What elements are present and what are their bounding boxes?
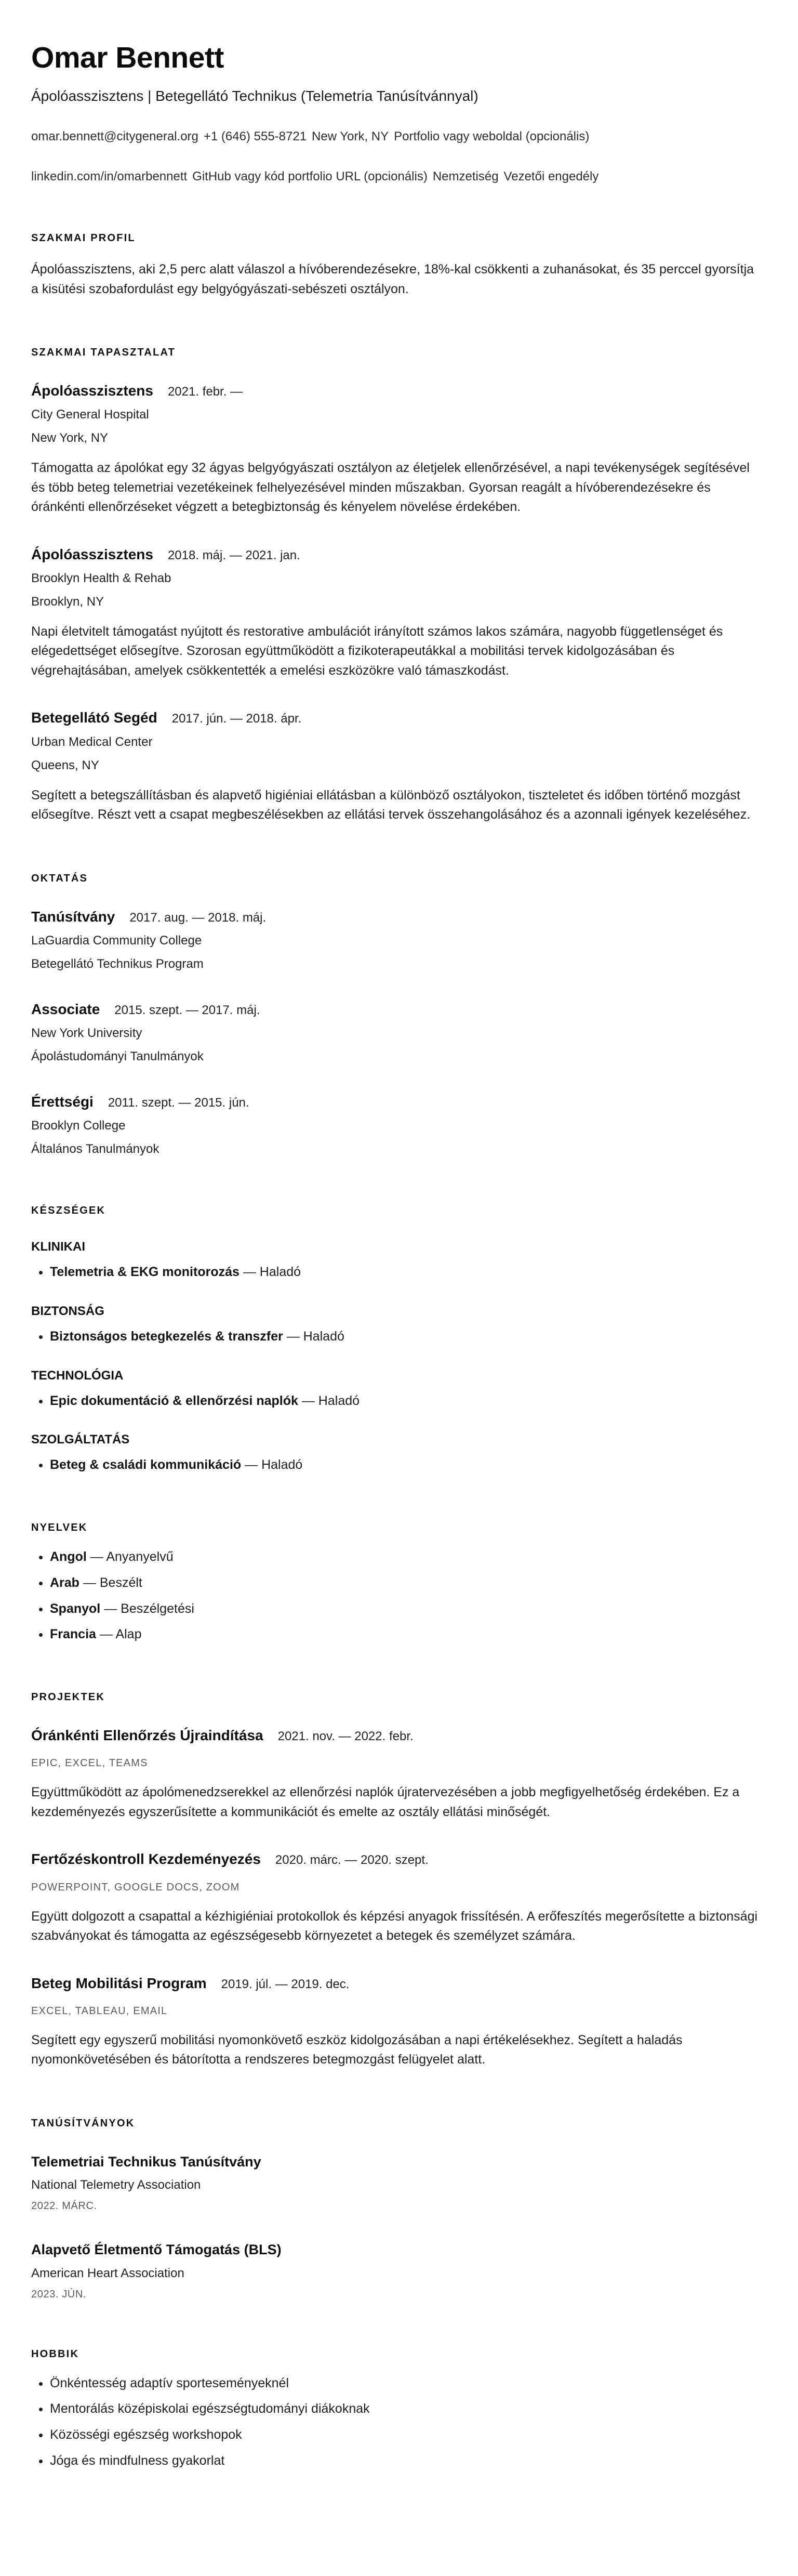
- project-title: Beteg Mobilitási Program: [31, 1975, 207, 1991]
- school-name: New York University: [31, 1026, 142, 1040]
- contact-linkedin: linkedin.com/in/omarbennett: [31, 169, 188, 183]
- certification-entry: [31, 2153, 764, 2212]
- field-of-study: Betegellátó Technikus Program: [31, 956, 204, 971]
- section-skills: [31, 1205, 764, 1474]
- education-header: [31, 1094, 764, 1110]
- degree-title: Associate: [31, 1001, 100, 1017]
- skill-category: TECHNOLÓGIA: [31, 1368, 124, 1383]
- language-name: Francia: [50, 1627, 96, 1642]
- project-dates: 2021. nov. — 2022. febr.: [277, 1729, 414, 1744]
- education-header: [31, 909, 764, 925]
- project-entry: [31, 1975, 764, 2070]
- job-title: Ápolóasszisztens: [31, 383, 153, 399]
- certification-entry: [31, 2241, 764, 2300]
- skill-item: [50, 1328, 764, 1346]
- language-item: [50, 1548, 764, 1566]
- section-heading-experience: SZAKMAI TAPASZTALAT: [31, 347, 176, 359]
- job-dates: 2018. máj. — 2021. jan.: [167, 548, 300, 562]
- degree-title: Tanúsítvány: [31, 908, 115, 925]
- job-company: Brooklyn Health & Rehab: [31, 571, 171, 585]
- section-certifications: [31, 2118, 764, 2301]
- field-of-study: Ápolástudományi Tanulmányok: [31, 1049, 204, 1063]
- project-header: [31, 1975, 764, 1992]
- skill-name: Biztonságos betegkezelés & transzfer: [50, 1329, 283, 1344]
- skill-list: [31, 1328, 764, 1346]
- field-of-study: Általános Tanulmányok: [31, 1142, 159, 1156]
- job-entry: [31, 546, 764, 681]
- hobby-item: • Mentorálás középiskolai egészségtudományi diákoknak: [50, 2400, 764, 2418]
- job-title: Betegellátó Segéd: [31, 709, 157, 726]
- project-entry: [31, 1851, 764, 1946]
- language-level: — Anyanyelvű: [90, 1549, 174, 1565]
- job-description: Támogatta az ápolókat egy 32 ágyas belgyógyászati osztályon az életjelek ellenőrzésével, a napi tevékenységek segítésével és több beteg telemetriai vezetékeinek felhelyezésével minden műszakban. Gyorsan reagált a hívóberendezésekre és óránkénti ellenőrzéseket végzett a betegbiztonság és kényelem növelése érdekében.: [31, 461, 750, 515]
- skill-name: Beteg & családi kommunikáció: [50, 1457, 242, 1473]
- language-name: Angol: [50, 1549, 87, 1565]
- section-heading-languages: NYELVEK: [31, 1522, 88, 1534]
- language-level: — Beszélgetési: [104, 1601, 194, 1616]
- job-location: Queens, NY: [31, 758, 99, 772]
- project-tools: POWERPOINT, GOOGLE DOCS, ZOOM: [31, 1881, 240, 1893]
- project-description: Együttműködött az ápolómenedzserekkel az ellenőrzési naplók újratervezésében a jobb megfigyelhetőség érdekében. Ez a kezdeményezés egyszerűsítette a kommunikációt és emelte az osztály ellátási minőségét.: [31, 1785, 740, 1819]
- hobby-item: • Jóga és mindfulness gyakorlat: [50, 2452, 764, 2470]
- project-tools: EPIC, EXCEL, TEAMS: [31, 1757, 148, 1769]
- skill-name: Telemetria & EKG monitorozás: [50, 1265, 240, 1280]
- job-entry: [31, 709, 764, 824]
- contact-line-1: [31, 128, 764, 144]
- project-description: Együtt dolgozott a csapattal a kézhigiéniai protokollok és képzési anyagok frissítésén. A erőfeszítés megerősítette a biztonsági szabványokat és támogatta az egészségesebb környezetet a betegek és személyzet számára.: [31, 1909, 758, 1943]
- section-profile: [31, 232, 764, 299]
- education-entry: [31, 1001, 764, 1064]
- skill-level: — Haladó: [301, 1393, 360, 1408]
- project-title: Fertőzéskontroll Kezdeményezés: [31, 1851, 261, 1868]
- skill-category: KLINIKAI: [31, 1240, 85, 1254]
- job-header: [31, 383, 764, 399]
- language-name: Spanyol: [50, 1601, 101, 1616]
- skill-group: [31, 1304, 764, 1346]
- section-languages: [31, 1522, 764, 1644]
- education-entry: [31, 1094, 764, 1157]
- contact-email: omar.bennett@citygeneral.org: [31, 129, 198, 143]
- skill-group: [31, 1240, 764, 1281]
- contact-location: New York, NY: [312, 129, 389, 143]
- job-location: New York, NY: [31, 431, 109, 445]
- skill-item: [50, 1264, 764, 1281]
- education-entry: [31, 909, 764, 972]
- job-dates: 2021. febr. —: [167, 385, 243, 399]
- language-item: [50, 1574, 764, 1592]
- skill-list: [31, 1264, 764, 1281]
- skill-list: [31, 1456, 764, 1474]
- contact-website: Portfolio vagy weboldal (opcionális): [394, 129, 590, 143]
- language-item: [50, 1600, 764, 1618]
- contact-license: Vezetői engedély: [503, 169, 599, 183]
- skill-list: [31, 1392, 764, 1410]
- section-heading-profile: SZAKMAI PROFIL: [31, 232, 136, 244]
- job-description: Segített a betegszállításban és alapvető higiéniai ellátásban a különböző osztályokon, tiszteletet és időben történő mozgást elősegítve. Részt vett a csapat megbeszélésekben az ellátási tervek összehangolásához és a azonnali igények kezeléséhez.: [31, 787, 751, 822]
- job-title: Ápolóasszisztens: [31, 546, 153, 562]
- school-name: LaGuardia Community College: [31, 933, 202, 948]
- language-level: — Beszélt: [83, 1575, 142, 1590]
- project-dates: 2020. márc. — 2020. szept.: [275, 1853, 429, 1868]
- education-dates: 2015. szept. — 2017. máj.: [114, 1003, 260, 1017]
- job-dates: 2017. jún. — 2018. ápr.: [171, 712, 302, 726]
- contact-phone: +1 (646) 555-8721: [203, 129, 307, 143]
- job-company: City General Hospital: [31, 408, 149, 422]
- skill-item: [50, 1392, 764, 1410]
- resume-header: [31, 42, 764, 185]
- language-level: — Alap: [99, 1627, 142, 1642]
- project-description: Segített egy egyszerű mobilitási nyomonkövető eszköz kidolgozásában a napi értékelésekhez. Segített a haladás nyomonkövetésében és bátorította a rendszeres betegmozgást felügyelet alatt.: [31, 2032, 683, 2067]
- section-projects: [31, 1691, 764, 2070]
- certification-date: 2022. MÁRC.: [31, 2200, 97, 2212]
- section-heading-hobbies: HOBBIK: [31, 2348, 79, 2360]
- contact-line-2: [31, 168, 764, 185]
- hobby-list: [31, 2375, 764, 2470]
- section-education: [31, 873, 764, 1158]
- project-title: Óránkénti Ellenőrzés Újraindítása: [31, 1727, 263, 1744]
- section-experience: [31, 347, 764, 825]
- language-list: [31, 1548, 764, 1644]
- job-header: [31, 546, 764, 563]
- skill-category: BIZTONSÁG: [31, 1304, 104, 1318]
- skill-category: SZOLGÁLTATÁS: [31, 1432, 130, 1447]
- job-location: Brooklyn, NY: [31, 594, 104, 609]
- certification-name: Alapvető Életmentő Támogatás (BLS): [31, 2242, 282, 2258]
- skill-item: [50, 1456, 764, 1474]
- skill-level: — Haladó: [286, 1329, 344, 1344]
- certification-org: American Heart Association: [31, 2266, 184, 2280]
- section-heading-skills: KÉSZSÉGEK: [31, 1205, 106, 1217]
- language-name: Arab: [50, 1575, 79, 1590]
- job-description: Napi életvitelt támogatást nyújtott és restorative ambulációt irányított számos lakos számára, nagyobb függetlenséget és elégedettséget elősegítve. Szorosan együttműködött a fizikoterapeutákkal a mobilitási tervek kidolgozásában és végrehajtásában, amelyek csökkentették a emelési eszközökre való támaszkodást.: [31, 624, 723, 678]
- hobby-item: • Közösségi egészség workshopok: [50, 2426, 764, 2444]
- education-dates: 2011. szept. — 2015. jún.: [108, 1096, 249, 1110]
- certification-org: National Telemetry Association: [31, 2178, 201, 2192]
- skill-level: — Haladó: [245, 1457, 303, 1473]
- hobby-item: • Önkéntesség adaptív sporteseményeknél: [50, 2375, 764, 2393]
- project-tools: EXCEL, TABLEAU, EMAIL: [31, 2005, 168, 2017]
- section-hobbies: [31, 2348, 764, 2470]
- section-heading-projects: PROJEKTEK: [31, 1691, 105, 1703]
- skill-level: — Haladó: [243, 1265, 301, 1280]
- language-item: [50, 1626, 764, 1644]
- project-entry: [31, 1727, 764, 1822]
- project-header: [31, 1851, 764, 1868]
- section-heading-certifications: TANÚSÍTVÁNYOK: [31, 2117, 135, 2129]
- candidate-title: Ápolóasszisztens | Betegellátó Technikus (Telemetria Tanúsítvánnyal): [31, 87, 478, 104]
- education-dates: 2017. aug. — 2018. máj.: [129, 910, 267, 925]
- skill-group: [31, 1369, 764, 1410]
- job-company: Urban Medical Center: [31, 734, 153, 749]
- project-header: [31, 1727, 764, 1744]
- school-name: Brooklyn College: [31, 1119, 126, 1133]
- job-header: [31, 709, 764, 726]
- skill-name: Epic dokumentáció & ellenőrzési naplók: [50, 1393, 298, 1408]
- project-dates: 2019. júl. — 2019. dec.: [221, 1977, 350, 1991]
- job-entry: [31, 383, 764, 517]
- skill-group: [31, 1432, 764, 1474]
- candidate-name: Omar Bennett: [31, 41, 224, 74]
- profile-text: Ápolóasszisztens, aki 2,5 perc alatt válaszol a hívóberendezésekre, 18%-kal csökkenti a zuhanásokat, és 35 perccel gyorsítja a kisütési szobafordulást egy belgyógyászati-sebészeti osztályon.: [31, 262, 754, 296]
- contact-github: GitHub vagy kód portfolio URL (opcionális): [192, 169, 428, 183]
- degree-title: Érettségi: [31, 1094, 94, 1110]
- certification-date: 2023. JÚN.: [31, 2288, 87, 2300]
- contact-nationality: Nemzetiség: [432, 169, 499, 183]
- certification-name: Telemetriai Technikus Tanúsítvány: [31, 2153, 261, 2170]
- section-heading-education: OKTATÁS: [31, 872, 88, 884]
- education-header: [31, 1001, 764, 1018]
